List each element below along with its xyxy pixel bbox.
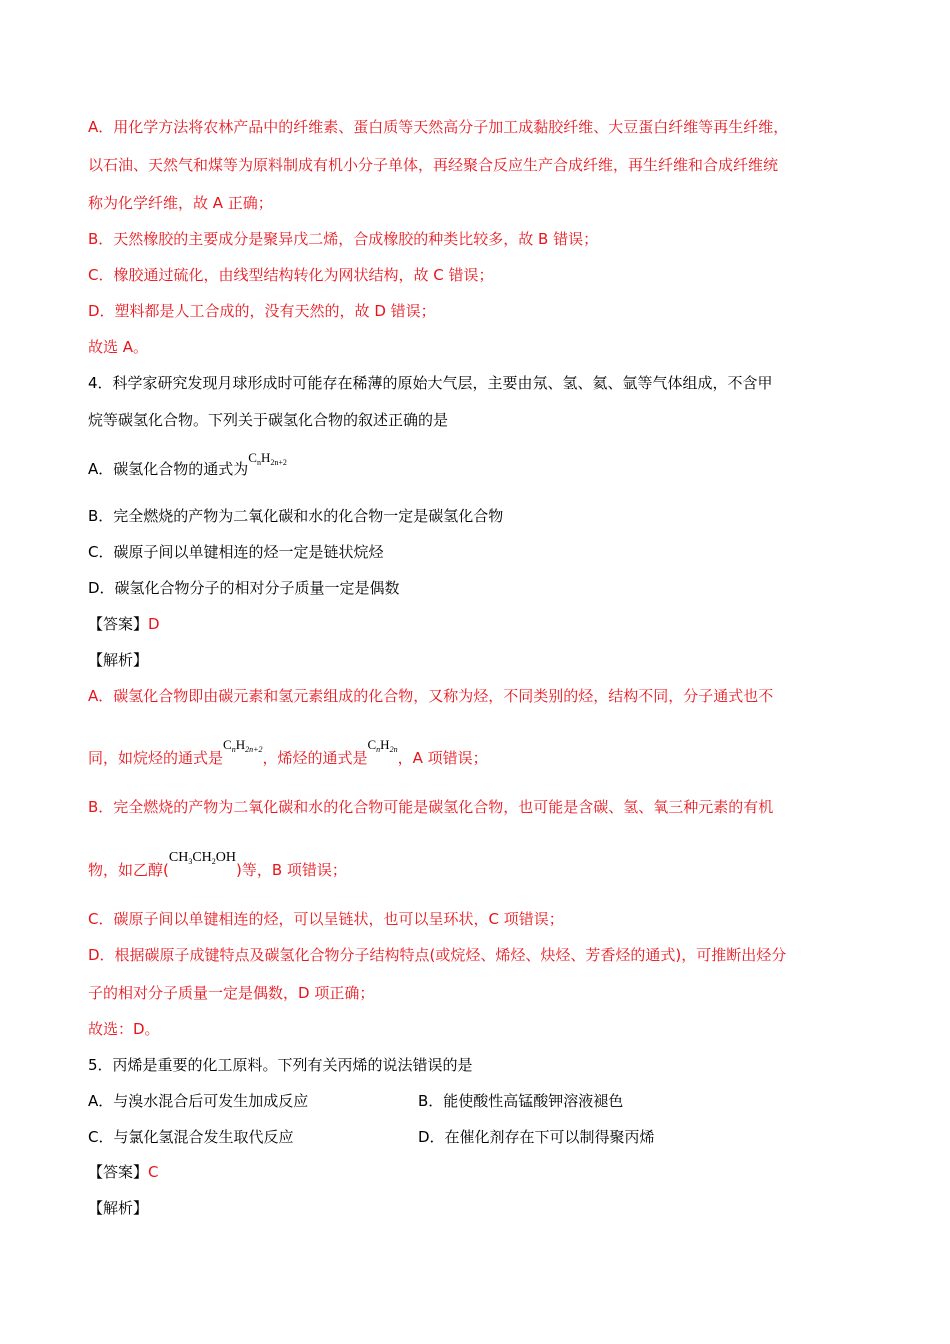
formula-cnh2n2: $C_nH_{2n+2}$ xyxy=(248,450,287,467)
q3-analysis-a-line1: A．用化学方法将农林产品中的纤维素、蛋白质等天然高分子加工成黏胶纤维、大豆蛋白纤维等再生纤维， xyxy=(88,118,789,136)
q5-stem: 5．丙烯是重要的化工原料。下列有关丙烯的说法错误的是 xyxy=(88,1056,473,1074)
q4-answer: 【答案】D xyxy=(88,615,160,633)
q4-option-d: D．碳氢化合物分子的相对分子质量一定是偶数 xyxy=(88,579,400,597)
q4-analysis-d-line2: 子的相对分子质量一定是偶数，D 项正确； xyxy=(88,984,375,1002)
q4-option-b: B．完全燃烧的产物为二氧化碳和水的化合物一定是碳氢化合物 xyxy=(88,507,504,525)
q4-analysis-label: 【解析】 xyxy=(88,651,149,669)
q5-option-c: C．与氯化氢混合发生取代反应 xyxy=(88,1128,294,1146)
q3-analysis-d: D．塑料都是人工合成的，没有天然的，故 D 错误； xyxy=(88,302,436,320)
q5-answer: 【答案】C xyxy=(88,1163,159,1181)
q4-analysis-a-line1: A．碳氢化合物即由碳元素和氢元素组成的化合物，又称为烃，不同类别的烃，结构不同，分子通式也不 xyxy=(88,687,774,705)
q3-conclusion: 故选 A。 xyxy=(88,338,149,356)
q4-option-a xyxy=(88,450,287,482)
q5-option-d: D．在催化剂存在下可以制得聚丙烯 xyxy=(418,1128,655,1146)
q4-analysis-c: C．碳原子间以单键相连的烃，可以呈链状，也可以呈环状，C 项错误； xyxy=(88,910,564,928)
formula-alkane: $C_nH_{2n+2}$ xyxy=(223,737,263,754)
q5-option-a: A．与溴水混合后可发生加成反应 xyxy=(88,1092,309,1110)
q4-option-a-text: A．碳氢化合物的通式为 xyxy=(88,460,249,478)
q4-analysis-b-line1: B．完全燃烧的产物为二氧化碳和水的化合物可能是碳氢化合物，也可能是含碳、氢、氧三种元素的有机 xyxy=(88,798,774,816)
formula-ethanol: $CH_3CH_2OH$ xyxy=(168,850,236,866)
q3-analysis-c: C．橡胶通过硫化，由线型结构转化为网状结构，故 C 错误； xyxy=(88,266,494,284)
q4-option-c: C．碳原子间以单键相连的烃一定是链状烷烃 xyxy=(88,543,384,561)
q4-stem-line1: 4．科学家研究发现月球形成时可能存在稀薄的原始大气层，主要由氖、氢、氦、氩等气体组成，不含甲 xyxy=(88,374,773,392)
q4-analysis-a-line2: 同，如烷烃的通式是$C_nH_{2n+2}$，烯烃的通式是$C_nH_{2n}$，A 项错误； xyxy=(88,737,488,767)
q4-analysis-b-line2: 物，如乙醇$(CH_3CH_2OH)$等，B 项错误； xyxy=(88,850,347,879)
q5-option-b: B．能使酸性高锰酸钾溶液褪色 xyxy=(418,1092,624,1110)
formula-alkene: $C_nH_{2n}$ xyxy=(367,737,398,754)
q4-stem-line2: 烷等碳氢化合物。下列关于碳氢化合物的叙述正确的是 xyxy=(88,411,449,429)
q4-analysis-d-line1: D．根据碳原子成键特点及碳氢化合物分子结构特点(或烷烃、烯烃、炔烃、芳香烃的通式)，可推断出烃分 xyxy=(88,946,787,964)
q3-analysis-b: B．天然橡胶的主要成分是聚异戊二烯，合成橡胶的种类比较多，故 B 错误； xyxy=(88,230,599,248)
q3-analysis-a-line3: 称为化学纤维，故 A 正确； xyxy=(88,194,273,212)
q3-analysis-a-line2: 以石油、天然气和煤等为原料制成有机小分子单体，再经聚合反应生产合成纤维，再生纤维和合成纤维统 xyxy=(88,156,779,174)
q4-conclusion: 故选：D。 xyxy=(88,1020,160,1038)
q5-analysis-label: 【解析】 xyxy=(88,1199,149,1217)
